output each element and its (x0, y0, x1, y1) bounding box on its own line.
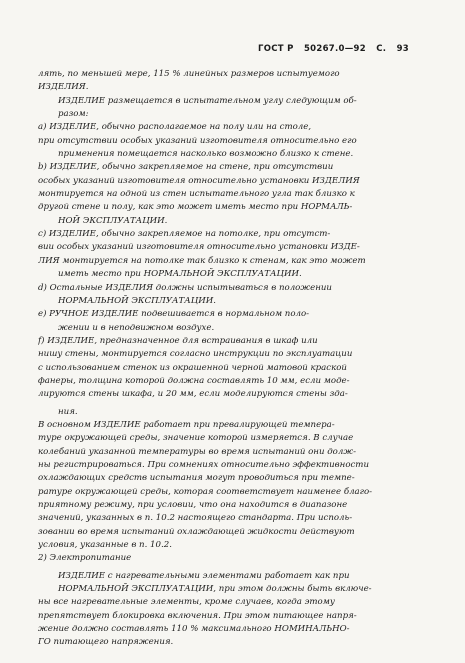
text-line (38, 650, 442, 663)
text-line: ЛИЯ монтируется на потолке так близко к стенам, как это может (38, 255, 366, 266)
text-line: особых указаний изготовителя относительно установки ИЗДЕЛИЯ (38, 175, 360, 186)
text-line: f) ИЗДЕЛИЕ, предназначенное для встраивания в шкаф или (38, 335, 318, 346)
text-line: зовании во время испытаний охлаждающей жидкости действуют (38, 526, 355, 537)
document-body (38, 68, 442, 663)
text-line: фанеры, толщина которой должна составлять 10 мм, если моде- (38, 375, 350, 386)
text-line: d) Остальные ИЗДЕЛИЯ должны испытываться в положении (38, 282, 332, 293)
text-line: ны все нагревательные элементы, кроме случаев, когда этому (38, 597, 335, 608)
text-line: с) ИЗДЕЛИЕ, обычно закрепляемое на потолке, при отсутст- (38, 229, 331, 240)
standard-number: 50267.0—92 (303, 44, 366, 54)
text-line: НОРМАЛЬНОЙ ЭКСПЛУАТАЦИИ. (58, 295, 216, 306)
text-line: а) ИЗДЕЛИЕ, обычно располагаемое на полу или на столе, (38, 122, 312, 133)
page-header (258, 44, 416, 54)
page-label: С. (376, 44, 387, 54)
text-line: с использованием стенок из окрашенной черной матовой краской (38, 362, 347, 373)
text-line: ны регистрироваться. При сомнениях относительно эффективности (38, 459, 369, 470)
text-line: монтируется на одной из стен испытательного угла так близко к (38, 189, 355, 200)
text-line: НОЙ ЭКСПЛУАТАЦИИ. (58, 215, 168, 226)
text-line: 2) Электропитание (38, 553, 132, 564)
text-line: ния. (58, 406, 78, 417)
text-line: условия, указанные в п. 10.2. (38, 540, 172, 551)
text-line: ИЗДЕЛИЕ размещается в испытательном углу следующим об- (58, 95, 357, 106)
text-line: b) ИЗДЕЛИЕ, обычно закрепляемое на стене, при отсутствии (38, 162, 334, 173)
page-number: 93 (396, 44, 410, 54)
text-line: приятному режиму, при условии, что она находится в диапазоне (38, 500, 348, 510)
text-line: ИЗДЕЛИЯ. (38, 82, 89, 93)
text-line: лируются стены шкафа, и 20 мм, если моделируются стены зда- (38, 389, 348, 400)
text-line: разом: (58, 109, 89, 120)
text-line: В основном ИЗДЕЛИЕ работает при превалирующей темпера- (38, 419, 335, 430)
text-line: другой стене и полу, как это может иметь место при НОРМАЛЬ- (38, 202, 353, 213)
text-line: колебаний указанной температуры во время испытаний они долж- (38, 446, 357, 457)
text-line: лять, по меньшей мере, 115 % линейных размеров испытуемого (38, 69, 340, 79)
text-line: вии особых указаний изготовителя относительно установки ИЗДЕ- (38, 242, 360, 253)
text-line: НОРМАЛЬНОЙ ЭКСПЛУАТАЦИИ, при этом должны быть включе- (58, 584, 372, 595)
text-line: охлаждающих средств испытания могут проводиться при темпе- (38, 473, 355, 484)
text-line: е) РУЧНОЕ ИЗДЕЛИЕ подвешивается в нормальном поло- (38, 309, 310, 320)
text-line: при отсутствии особых указаний изготовителя относительно его (38, 135, 357, 146)
standard-name: ГОСТ Р (258, 44, 294, 54)
text-line: жение должно составлять 110 % максимального НОМИНАЛЬНО- (38, 624, 350, 635)
text-line: ИЗДЕЛИЕ с нагревательными элементами работает как при (58, 570, 350, 581)
text-line: применения помещается насколько возможно близко к стене. (58, 149, 354, 160)
text-line: значений, указанных в п. 10.2 настоящего стандарта. При исполь- (38, 513, 353, 524)
text-line: иметь место при НОРМАЛЬНОЙ ЭКСПЛУАТАЦИИ. (58, 269, 302, 280)
text-line: препятствует блокировка включения. При этом питающее напря- (38, 610, 357, 621)
text-line: ратуре окружающей среды, которая соответствует наименее благо- (38, 486, 373, 497)
text-line: ГО питающего напряжения. (38, 637, 174, 648)
text-line: жении и в неподвижном воздухе. (58, 322, 215, 333)
text-line: туре окружающей среды, значение которой измеряется. В случае (38, 433, 354, 444)
text-line: нишу стены, монтируется согласно инструкции по эксплуатации (38, 349, 353, 360)
